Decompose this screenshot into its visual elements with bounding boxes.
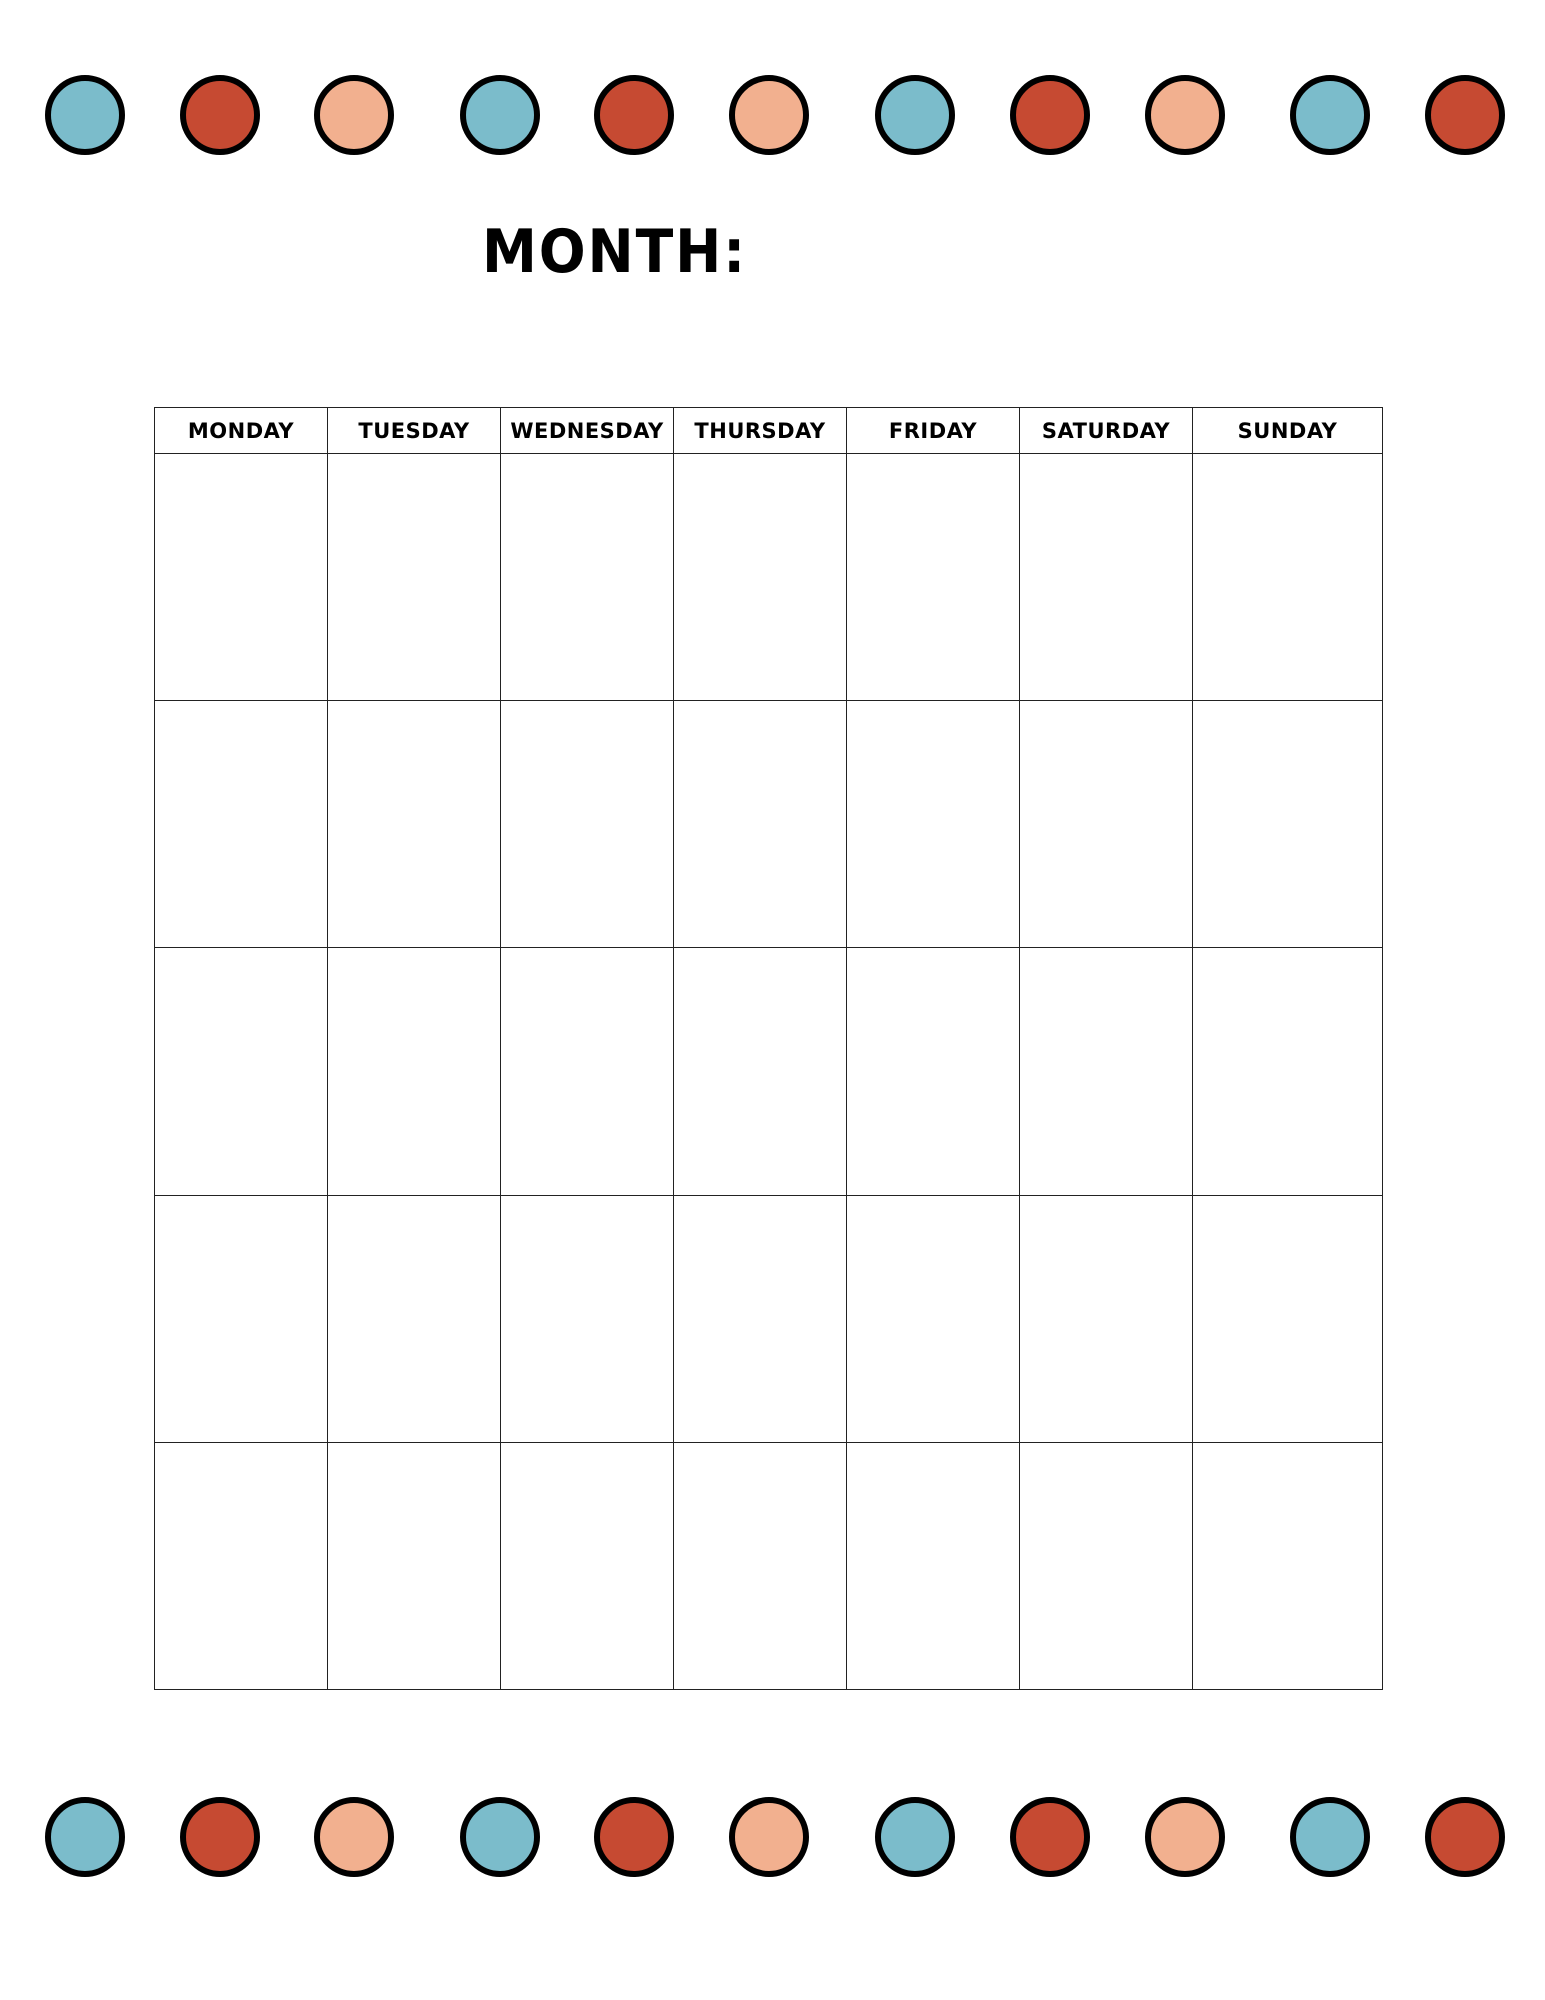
blue-dot [460,75,540,155]
day-cell [328,1195,501,1442]
bottom-dot-border [0,1797,1545,1877]
day-cell [674,1195,847,1442]
weekday-header-friday: FRIDAY [847,408,1020,454]
red-dot [180,1797,260,1877]
day-cell [1193,454,1383,701]
day-cell [1193,948,1383,1195]
day-cell [328,1442,501,1689]
red-dot [1010,75,1090,155]
weekday-header-wednesday: WEDNESDAY [501,408,674,454]
day-cell [1020,1442,1193,1689]
blue-dot [45,75,125,155]
red-dot [594,75,674,155]
weekday-header-tuesday: TUESDAY [328,408,501,454]
day-cell [1020,948,1193,1195]
day-cell [847,1195,1020,1442]
peach-dot [729,1797,809,1877]
peach-dot [729,75,809,155]
day-cell [501,1442,674,1689]
red-dot [594,1797,674,1877]
day-cell [328,948,501,1195]
day-cell [328,701,501,948]
day-cell [1193,1442,1383,1689]
day-cell [674,701,847,948]
week-row [155,1442,1383,1689]
day-cell [847,454,1020,701]
day-cell [847,701,1020,948]
weekday-header-saturday: SATURDAY [1020,408,1193,454]
blue-dot [460,1797,540,1877]
weekday-header-thursday: THURSDAY [674,408,847,454]
week-row [155,1195,1383,1442]
red-dot [180,75,260,155]
peach-dot [1145,1797,1225,1877]
blue-dot [875,1797,955,1877]
week-row [155,701,1383,948]
red-dot [1010,1797,1090,1877]
day-cell [1020,454,1193,701]
blue-dot [1290,75,1370,155]
calendar-body [155,454,1383,1690]
day-cell [847,1442,1020,1689]
day-cell [1193,701,1383,948]
day-cell [674,948,847,1195]
peach-dot [314,75,394,155]
weekday-header-row [155,408,1383,454]
day-cell [1020,701,1193,948]
day-cell [501,454,674,701]
calendar-grid [154,407,1383,1690]
day-cell [847,948,1020,1195]
red-dot [1425,1797,1505,1877]
peach-dot [1145,75,1225,155]
day-cell [501,701,674,948]
day-cell [155,454,328,701]
day-cell [1020,1195,1193,1442]
day-cell [155,1442,328,1689]
weekday-header-monday: MONDAY [155,408,328,454]
day-cell [155,701,328,948]
weekday-header-sunday: SUNDAY [1193,408,1383,454]
day-cell [1193,1195,1383,1442]
month-title: MONTH: [482,217,748,287]
blue-dot [45,1797,125,1877]
day-cell [674,454,847,701]
top-dot-border [0,75,1545,155]
blue-dot [875,75,955,155]
day-cell [155,948,328,1195]
week-row [155,454,1383,701]
peach-dot [314,1797,394,1877]
day-cell [501,948,674,1195]
day-cell [674,1442,847,1689]
day-cell [328,454,501,701]
day-cell [501,1195,674,1442]
blue-dot [1290,1797,1370,1877]
red-dot [1425,75,1505,155]
week-row [155,948,1383,1195]
day-cell [155,1195,328,1442]
